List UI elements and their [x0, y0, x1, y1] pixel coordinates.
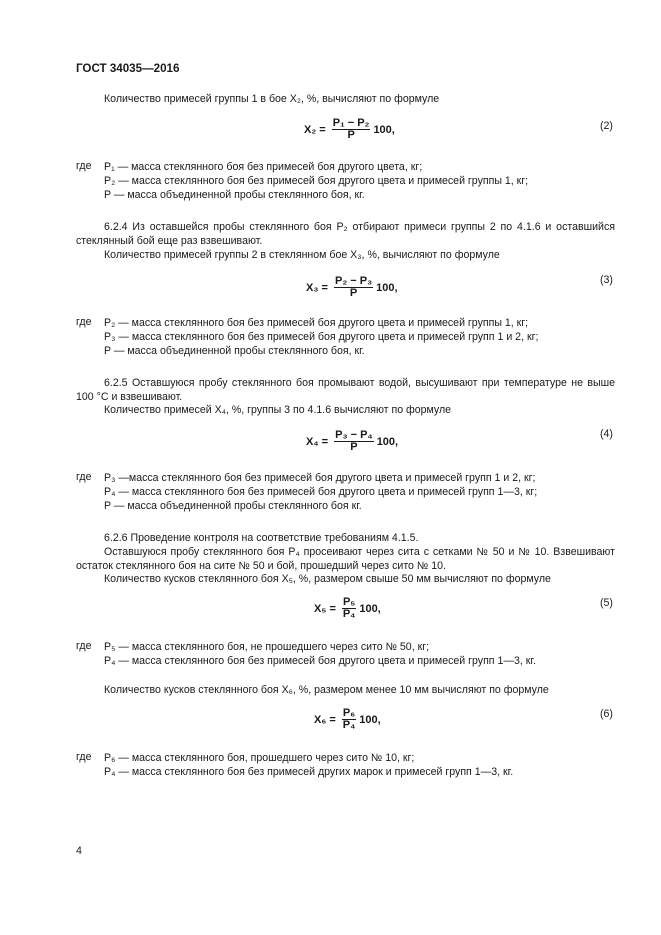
formula-numerator: P₆ — [342, 707, 356, 719]
definitions-list — [104, 751, 513, 779]
definitions-list — [104, 471, 537, 513]
document-header: ГОСТ 34035—2016 — [76, 62, 180, 75]
formula-lhs: X₄ — [306, 435, 319, 448]
definition-item: P₆ — масса стеклянного боя, прошедшего через сито № 10, кг; — [104, 752, 415, 764]
page-number: 4 — [76, 845, 82, 857]
definition-item: P₃ — масса стеклянного боя без примесей боя другого цвета и примесей групп 1 и 2, кг; — [104, 331, 539, 343]
formula-numerator: P₂ − P₃ — [334, 275, 373, 287]
definitions-list — [104, 316, 538, 358]
where-label: где — [76, 316, 92, 328]
definition-item: P₃ —масса стеклянного боя без примесей боя другого цвета и примесей групп 1 и 2, кг; — [104, 472, 536, 484]
formula-numerator: P₃ − P₄ — [335, 429, 373, 441]
equation-number: (5) — [600, 597, 613, 609]
definition-item: P₂ — масса стеклянного боя без примесей боя другого цвета и примесей группы 1, кг; — [104, 317, 529, 329]
definition-item: P₄ — масса стеклянного боя без примесей боя другого цвета и примесей групп 1—3, кг. — [104, 655, 536, 667]
formula-tail: 100, — [359, 713, 381, 726]
formula-numerator: P₅ — [342, 596, 356, 608]
paragraph: Количество кусков стеклянного боя X₆, %, размером менее 10 мм вычисляют по формуле — [104, 684, 549, 696]
definition-item: P₂ — масса стеклянного боя без примесей боя другого цвета и примесей группы 1, кг; — [104, 175, 529, 187]
formula: X₂ = $\frac{\text{P₁ − P₂}}{P}$ 100, — [304, 117, 395, 141]
equation-number: (6) — [600, 708, 613, 720]
formula-numerator: P₁ − P₂ — [332, 117, 370, 129]
section-heading: 6.2.6 Проведение контроля на соответствие требованиям 4.1.5. — [104, 532, 419, 544]
formula-denominator: P — [350, 441, 358, 453]
definition-item: P — масса объединенной пробы стеклянного боя, кг. — [104, 345, 365, 357]
where-label: где — [76, 751, 92, 763]
paragraph: Количество примесей X₄, %, группы 3 по 4.1.6 вычисляют по формуле — [104, 404, 452, 416]
where-label: где — [76, 160, 92, 172]
definition-item: P₅ — масса стеклянного боя, не прошедшего через сито № 50, кг; — [104, 641, 430, 653]
formula: X₃ = $\frac{\text{P₂ − P₃}}{P}$ 100, — [306, 275, 398, 299]
paragraph: 6.2.5 Оставшуюся пробу стеклянного боя промывают водой, высушивают при температуре не выше 100 °С и взвешивают. — [76, 377, 615, 403]
formula: X₄ = $\frac{\text{P₃ − P₄}}{P}$ 100, — [306, 429, 399, 453]
formula-lhs: X₃ — [306, 281, 319, 294]
paragraph: Количество кусков стеклянного боя X₅, %, размером свыше 50 мм вычисляют по формуле — [104, 573, 551, 585]
definition-item: P₄ — масса стеклянного боя без примесей других марок и примесей групп 1—3, кг. — [104, 766, 514, 778]
formula-denominator: P — [349, 287, 358, 299]
definition-item: P — масса объединенной пробы стеклянного боя, кг. — [104, 189, 365, 201]
paragraph: 6.2.4 Из оставшейся пробы стеклянного боя P₂ отбирают примеси группы 2 по 4.1.6 и оставшийся стеклянный бой еще раз взвешивают. — [76, 221, 615, 247]
paragraph: Оставшуюся пробу стеклянного боя P₄ просеивают через сита с сетками № 50 и № 10. Взвешивают остаток стеклянного боя на сите № 50 и бой, прошедший через сито № 10. — [76, 546, 615, 572]
formula-denominator: P₄ — [342, 719, 356, 731]
formula-denominator: P₄ — [342, 608, 356, 620]
formula-lhs: X₅ — [314, 602, 327, 615]
definition-item: P₄ — масса стеклянного боя без примесей боя другого цвета и примесей групп 1—3, кг; — [104, 486, 538, 498]
formula-tail: 100, — [376, 435, 399, 448]
definition-item: P₁ — масса стеклянного боя без примесей боя другого цвета, кг; — [104, 161, 423, 173]
formula-lhs: X₆ — [314, 713, 327, 726]
paragraph: Количество примесей группы 1 в бое X₂, %, вычисляют по формуле — [104, 93, 440, 105]
formula-tail: 100, — [373, 123, 395, 136]
definitions-list — [104, 640, 536, 668]
paragraph: Количество примесей группы 2 в стеклянном бое X₃, %, вычисляют по формуле — [104, 249, 500, 261]
definition-item: P — масса объединенной пробы стеклянного боя кг. — [104, 500, 362, 512]
definitions-list — [104, 160, 528, 202]
formula-lhs: X₂ — [304, 123, 317, 136]
formula-denominator: P — [347, 129, 355, 141]
formula: X₆ = $\frac{\text{P₆}}{\text{P₄}}$ 100, — [314, 707, 381, 731]
formula-tail: 100, — [376, 281, 398, 294]
equation-number: (3) — [600, 274, 613, 286]
formula-tail: 100, — [359, 602, 381, 615]
where-label: где — [76, 471, 92, 483]
equation-number: (2) — [600, 120, 613, 132]
formula: X₅ = $\frac{\text{P₅}}{\text{P₄}}$ 100, — [314, 596, 381, 620]
equation-number: (4) — [600, 428, 613, 440]
where-label: где — [76, 640, 92, 652]
